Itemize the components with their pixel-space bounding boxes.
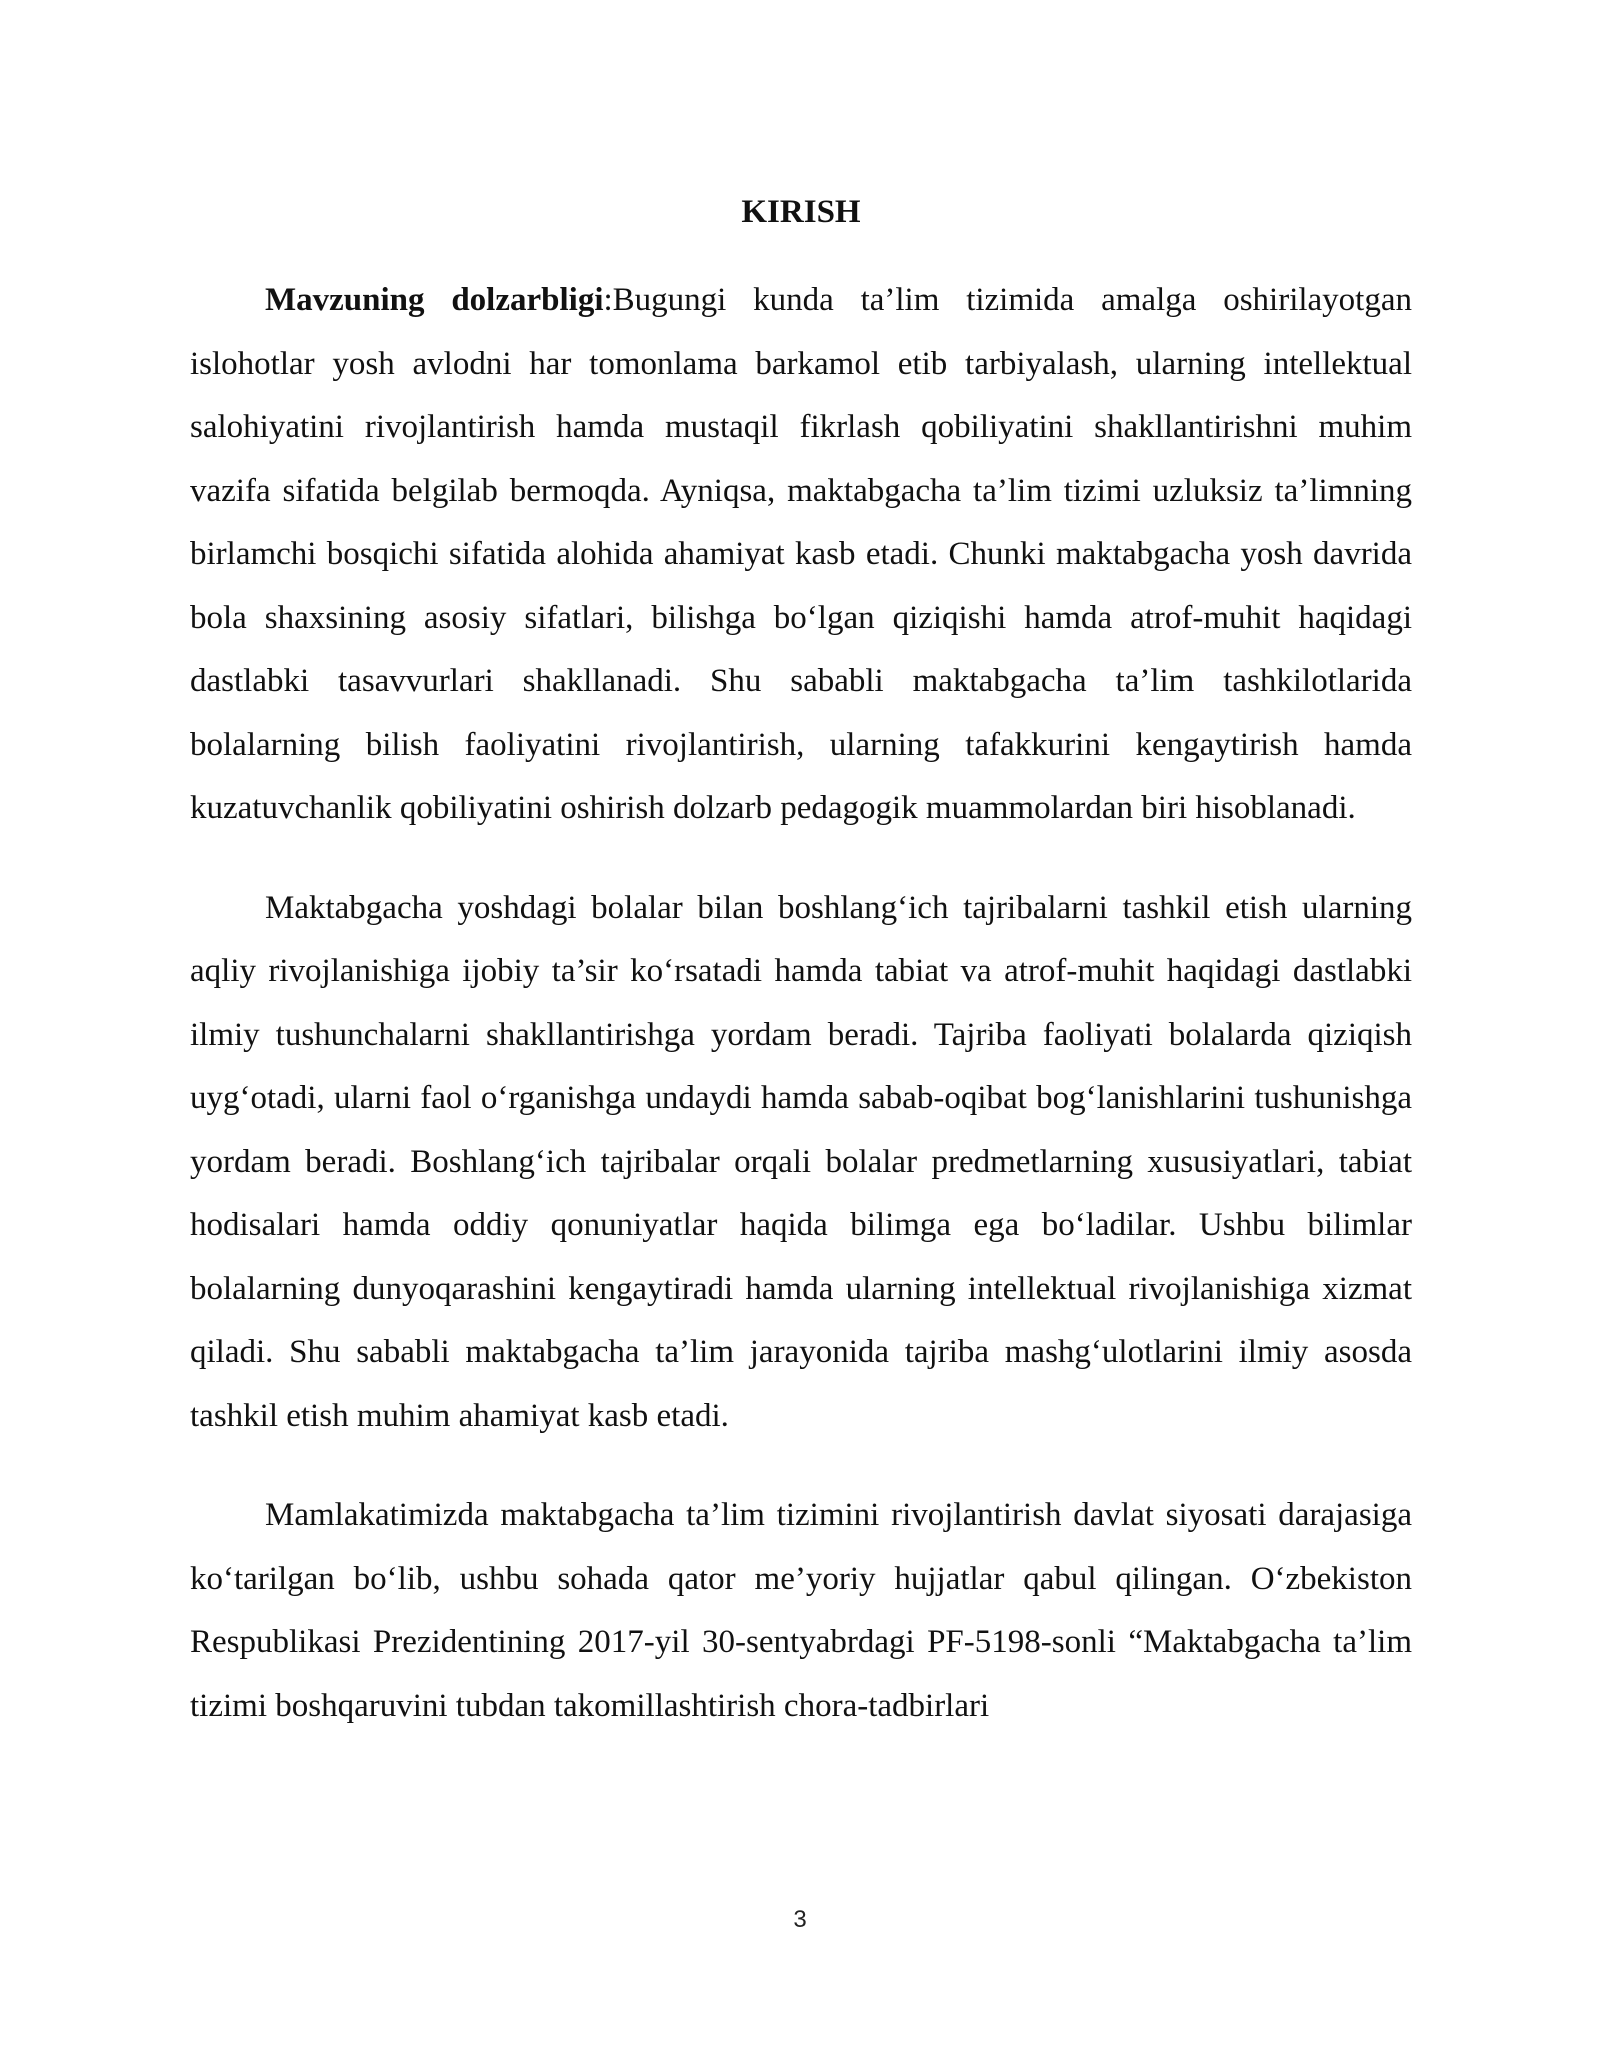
page-content (190, 185, 1412, 1738)
paragraph-experiments: Maktabgacha yoshdagi bolalar bilan boshlang‘ich tajribalarni tashkil etish ularning aqliy rivojlanishiga ijobiy ta’sir ko‘rsatadi hamda tabiat va atrof-muhit haqidagi dastlabki ilmiy tushunchalarni shakllantirishga yordam beradi. Tajriba faoliyati bolalarda qiziqish uyg‘otadi, ularni faol o‘rganishga undaydi hamda sabab-oqibat bog‘lanishlarini tushunishga yordam beradi. Boshlang‘ich tajribalar orqali bolalar predmetlarning xususiyatlari, tabiat hodisalari hamda oddiy qonuniyatlar haqida bilimga ega bo‘ladilar. Ushbu bilimlar bolalarning dunyoqarashini kengaytiradi hamda ularning intellektual rivojlanishiga xizmat qiladi. Shu sababli maktabgacha ta’lim jarayonida tajriba mashg‘ulotlarini ilmiy asosda tashkil etish muhim ahamiyat kasb etadi. (190, 889, 1412, 1434)
page-number: 3 (793, 1906, 807, 1933)
paragraph-state-policy: Mamlakatimizda maktabgacha ta’lim tizimini rivojlantirish davlat siyosati darajasiga ko‘tarilgan bo‘lib, ushbu sohada qator me’yoriy hujjatlar qabul qilingan. O‘zbekiston Respublikasi Prezidentining 2017-yil 30-sentyabrdagi PF-5198-sonli “Maktabgacha ta’lim tizimi boshqaruvini tubdan takomillashtirish chora-tadbirlari (190, 1497, 1412, 1724)
paragraph-relevance (190, 269, 1412, 841)
paragraph-text: :Bugungi kunda ta’lim tizimida amalga oshirilayotgan islohotlar yosh avlodni har tomonlama barkamol etib tarbiyalash, ularning intellektual salohiyatini rivojlantirish hamda mustaqil fikrlash qobiliyatini shakllantirishni muhim vazifa sifatida belgilab bermoqda. Ayniqsa, maktabgacha ta’lim tizimi uzluksiz ta’limning birlamchi bosqichi sifatida alohida ahamiyat kasb etadi. Chunki maktabgacha yosh davrida bola shaxsining asosiy sifatlari, bilishga bo‘lgan qiziqishi hamda atrof-muhit haqidagi dastlabki tasavvurlari shakllanadi. Shu sababli maktabgacha ta’lim tashkilotlarida bolalarning bilish faoliyatini rivojlantirish, ularning tafakkurini kengaytirish hamda kuzatuvchanlik qobiliyatini oshirish dolzarb pedagogik muammolardan biri hisoblanadi. (190, 282, 1412, 826)
section-heading: KIRISH (741, 194, 861, 230)
paragraph-lead-bold: Mavzuning dolzarbligi (265, 282, 604, 318)
